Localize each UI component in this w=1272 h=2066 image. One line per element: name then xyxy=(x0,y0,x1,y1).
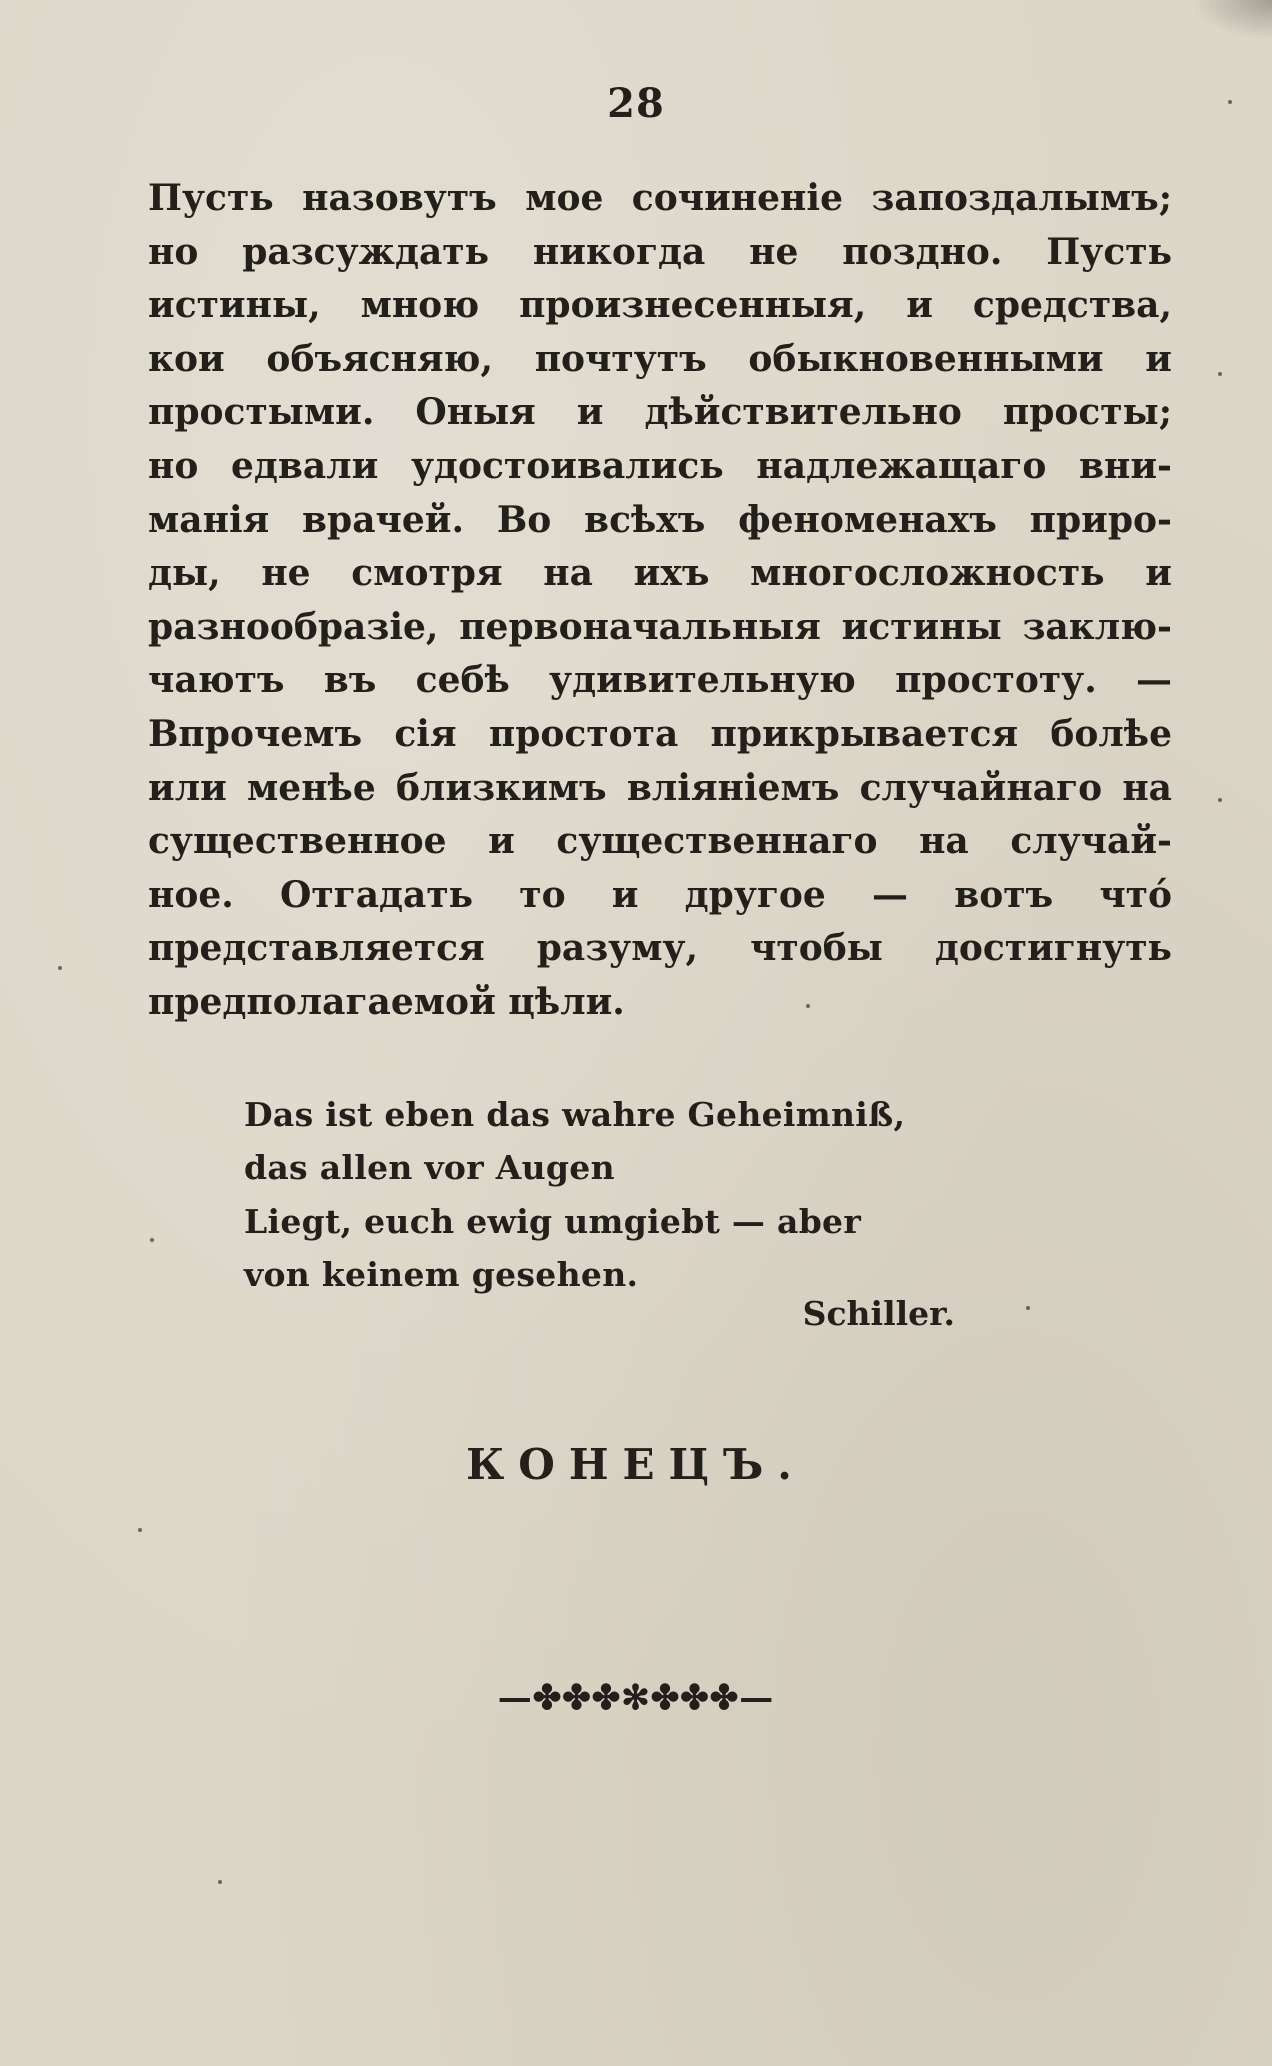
paper-speck xyxy=(150,1238,154,1242)
epigraph-line: Das ist eben das wahre Geheimniß, xyxy=(244,1095,906,1134)
body-line: кои объясняю, почтутъ обыкновенными и xyxy=(148,337,1172,380)
paper-speck xyxy=(1026,1306,1030,1310)
paper-speck xyxy=(218,1880,222,1884)
body-line: ды, не смотря на ихъ многосложность и xyxy=(148,552,1172,595)
body-line: манія врачей. Во всѣхъ феноменахъ приро- xyxy=(148,498,1172,541)
body-line: разнообразіе, первоначальныя истины заклю- xyxy=(148,605,1172,648)
body-line: представляется разуму, чтобы достигнуть xyxy=(148,927,1172,970)
corner-stain xyxy=(1192,0,1272,40)
epigraph-line: Liegt, euch ewig umgiebt — aber xyxy=(244,1201,862,1241)
body-line: чаютъ въ себѣ удивительную простоту. — xyxy=(148,659,1172,702)
body-line: Впрочемъ сія простота прикрывается болѣе xyxy=(148,712,1172,755)
paper-speck xyxy=(1228,100,1232,104)
epigraph-line: das allen vor Augen xyxy=(244,1148,615,1188)
ornament-divider: —✤✤✤✻✤✤✤— xyxy=(497,1678,775,1718)
body-line: простыми. Оныя и дѣйствительно просты; xyxy=(148,391,1172,434)
paper-speck xyxy=(1218,372,1222,376)
epigraph xyxy=(244,1088,1004,1302)
end-title: КОНЕЦЪ. xyxy=(466,1440,806,1489)
body-line: истины, мною произнесенныя, и средства, xyxy=(148,284,1172,327)
body-line: или менѣе близкимъ вліяніемъ случайнаго на xyxy=(148,766,1172,809)
body-line: но едвали удостоивались надлежащаго вни- xyxy=(148,444,1172,487)
page-number: 28 xyxy=(607,80,665,127)
paper-speck xyxy=(1218,798,1222,802)
body-line: ное. Отгадать то и другое — вотъ что́ xyxy=(148,873,1172,916)
body-paragraph xyxy=(148,172,1172,1030)
body-line: предполагаемой цѣли. xyxy=(148,980,625,1023)
paper-speck xyxy=(138,1528,142,1532)
body-line: но разсуждать никогда не поздно. Пусть xyxy=(148,230,1172,273)
body-line: Пусть назовутъ мое сочиненіе запоздалымъ; xyxy=(148,177,1172,219)
paper-speck xyxy=(806,1004,810,1008)
epigraph-line: von keinem gesehen. xyxy=(244,1255,639,1295)
body-line: существенное и существеннаго на случай- xyxy=(148,820,1172,863)
paper-speck xyxy=(58,966,62,970)
epigraph-author: Schiller. xyxy=(802,1294,955,1333)
